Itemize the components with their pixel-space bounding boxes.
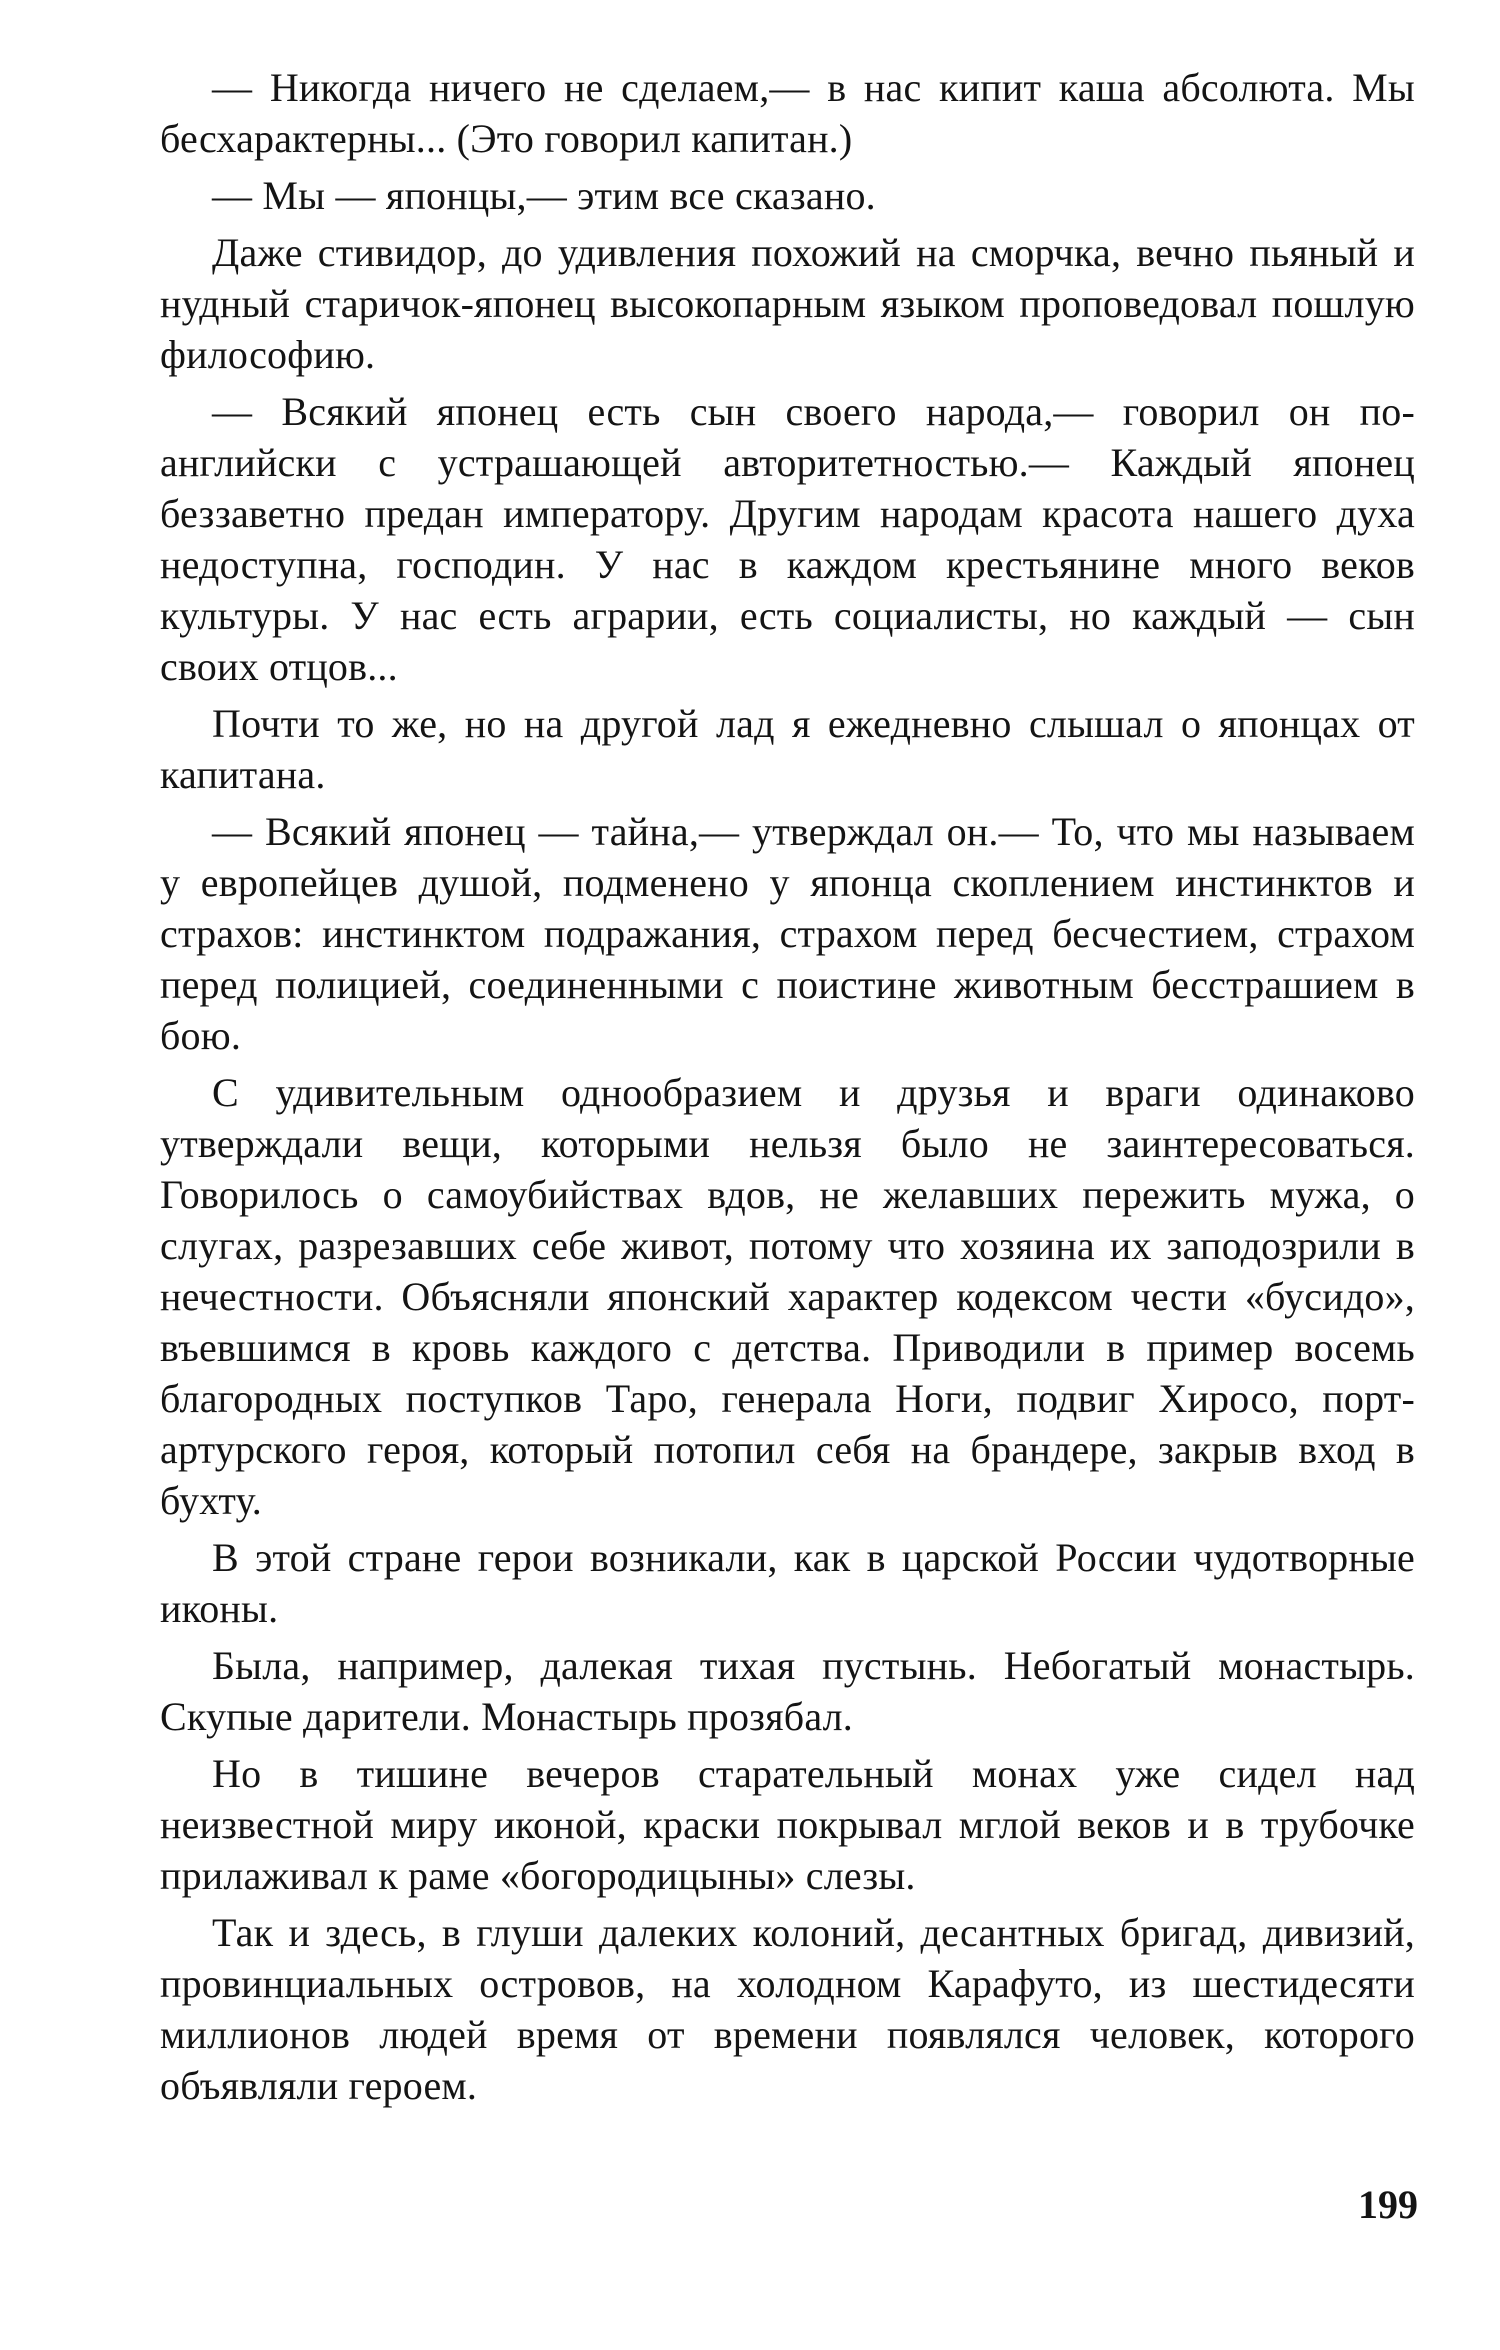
page-number: 199 [1358, 2182, 1418, 2227]
paragraph: — Всякий японец — тайна,— утверждал он.— То, что мы называем у европейцев душой, подменено у японца скоплением инстинктов и страхов: инстинктом подражания, страхом перед бесчестием, страхом перед полицией, соединенными с поистине животным бесстрашием в бою. [160, 809, 1415, 1058]
paragraph: — Всякий японец есть сын своего народа,— говорил он по-английски с устрашающей авторитетностью.— Каждый японец беззаветно предан императору. Другим народам красота нашего духа недоступна, господин. У нас в каждом крестьянине много веков культуры. У нас есть аграрии, есть социалисты, но каждый — сын своих отцов... [160, 389, 1415, 689]
paragraph: В этой стране герои возникали, как в царской России чудотворные иконы. [160, 1535, 1415, 1631]
paragraph: С удивительным однообразием и друзья и враги одинаково утверждали вещи, которыми нельзя было не заинтересоваться. Говорилось о самоубийствах вдов, не желавших пережить мужа, о слугах, разрезавших себе живот, потому что хозяина их заподозрили в нечестности. Объясняли японский характер кодексом чести «бусидо», въевшимся в кровь каждого с детства. Приводили в пример восемь благородных поступков Таро, генерала Ноги, подвиг Хиросо, порт-артурского героя, который потопил себя на брандере, закрыв вход в бухту. [160, 1070, 1415, 1523]
paragraph: Но в тишине вечеров старательный монах уже сидел над неизвестной миру иконой, краски покрывал мглой веков и в трубочке прилаживал к раме «богородицыны» слезы. [160, 1751, 1415, 1898]
paragraph: Так и здесь, в глуши далеких колоний, десантных бригад, дивизий, провинциальных островов, на холодном Карафуто, из шестидесяти миллионов людей время от времени появлялся человек, которого объявляли героем. [160, 1910, 1415, 2108]
paragraph: Была, например, далекая тихая пустынь. Небогатый монастырь. Скупые дарители. Монастырь прозябал. [160, 1643, 1415, 1739]
paragraph: — Мы — японцы,— этим все сказано. [212, 173, 876, 218]
text-block [160, 62, 1415, 2111]
paragraph: Почти то же, но на другой лад я ежедневно слышал о японцах от капитана. [160, 701, 1415, 797]
paragraph: — Никогда ничего не сделаем,— в нас кипит каша абсолюта. Мы бесхарактерны... (Это говорил капитан.) [160, 65, 1415, 161]
paragraph: Даже стивидор, до удивления похожий на сморчка, вечно пьяный и нудный старичок-японец высокопарным языком проповедовал пошлую философию. [160, 230, 1415, 377]
page-body [160, 62, 1415, 2111]
